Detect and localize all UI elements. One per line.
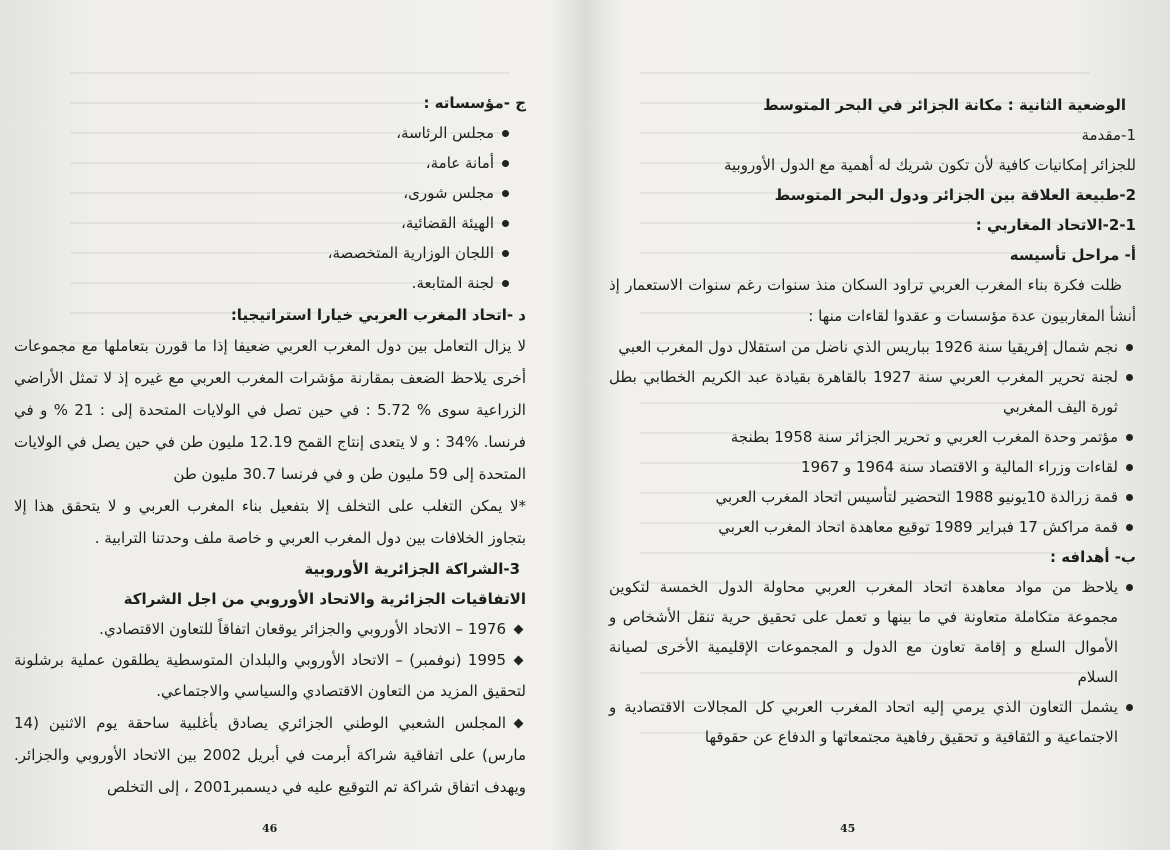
stages-list <box>609 332 1136 542</box>
list-item: لقاءات وزراء المالية و الاقتصاد سنة 1964 و 1967 <box>609 452 1136 482</box>
partnership-heading: 3-الشراكة الجزائرية الأوروبية <box>304 560 520 578</box>
agreement-item: 1976 – الاتحاد الأوروبي والجزائر يوقعان اتفاقاً للتعاون الاقتصادي. <box>14 614 526 645</box>
strategic-choice-heading: د -اتحاد المغرب العربي خيارا استراتيجيا: <box>230 306 526 324</box>
agreement-item: 1995 (نوفمبر) – الاتحاد الأوروبي والبلدان المتوسطية يطلقون عملية برشلونة لتحقيق المزيد من التعاون الاقتصادي والسياسي والاجتماعي. <box>14 651 526 700</box>
diamond-bullet-icon <box>508 654 526 668</box>
list-item: الهيئة القضائية، <box>14 208 512 238</box>
institutions-heading: ج -مؤسساته : <box>423 94 526 112</box>
goals-list <box>609 572 1136 752</box>
page-number-left: 46 <box>262 822 278 835</box>
list-item: مؤتمر وحدة المغرب العربي و تحرير الجزائر سنة 1958 بطنجة <box>609 422 1136 452</box>
diamond-bullet-icon <box>508 717 526 731</box>
stages-heading: أ- مراحل تأسيسه <box>1009 246 1136 264</box>
agreement-item: المجلس الشعبي الوطني الجزائري يصادق بأغلبية ساحقة يوم الاثنين (14 مارس) على اتفاقية شراكة أبرمت في أبريل 2002 بين الاتحاد الأوروبي والجزائر. ويهدف اتفاق شراكة تم التوقيع عليه في ديسمبر2001 ، إلى التخلص <box>14 714 526 796</box>
page-45 <box>585 0 1170 850</box>
goals-heading: ب- أهدافه : <box>1049 548 1136 566</box>
institutions-list <box>14 118 526 298</box>
strategic-choice-paragraph: لا يزال التعامل بين دول المغرب العربي ضعيفا إذا ما قورن بتعاملها مع مجموعات أخرى يلاحظ الضعف بمقارنة مؤشرات المغرب العربي مع غيره إذ لا تمثل الأراضي الزراعية سوى % 5.72 : في حين تصل في الولايات المتحدة إلى : 21 % و في فرنسا. %34 : و لا يتعدى إنتاج القمح 12.19 مليون طن في حين يصل في الولايات المتحدة إلى 59 مليون طن و في فرنسا 30.7 مليون طن <box>14 337 526 483</box>
list-item: اللجان الوزارية المتخصصة، <box>14 238 512 268</box>
page-number-right: 45 <box>840 822 856 835</box>
list-item: مجلس شورى، <box>14 178 512 208</box>
strategic-choice-note: *لا يمكن التغلب على التخلف إلا بتفعيل بناء المغرب العربي و لا يتحقق هذا إلا بتجاوز الخلافات بين دول المغرب العربي و خاصة ملف وحدتنا الترابية . <box>14 497 526 547</box>
relation-heading: 2-طبيعة العلاقة بين الجزائر ودول البحر المتوسط <box>774 186 1136 204</box>
diamond-bullet-icon <box>508 623 526 637</box>
list-item: أمانة عامة، <box>14 148 512 178</box>
list-item: مجلس الرئاسة، <box>14 118 512 148</box>
list-item: قمة زرالدة 10يونيو 1988 التحضير لتأسيس اتحاد المغرب العربي <box>609 482 1136 512</box>
list-item: نجم شمال إفريقيا سنة 1926 بباريس الذي ناضل من استقلال دول المغرب العبي <box>609 332 1136 362</box>
situation-title: الوضعية الثانية : مكانة الجزائر في البحر المتوسط <box>763 96 1126 114</box>
page-46 <box>0 0 540 850</box>
agreements-heading: الاتفاقيات الجزائرية والاتحاد الأوروبي من اجل الشراكة <box>123 590 526 608</box>
list-item: لجنة تحرير المغرب العربي سنة 1927 بالقاهرة بقيادة عبد الكريم الخطابي بطل ثورة اليف المغربي <box>609 362 1136 422</box>
list-item: لجنة المتابعة. <box>14 268 512 298</box>
union-heading: 2-1-الاتحاد المغاربي : <box>975 216 1136 234</box>
list-item: قمة مراكش 17 فبراير 1989 توقيع معاهدة اتحاد المغرب العربي <box>609 512 1136 542</box>
intro-text: للجزائر إمكانيات كافية لأن تكون شريك له أهمية مع الدول الأوروبية <box>723 156 1136 174</box>
list-item: يشمل التعاون الذي يرمي إليه اتحاد المغرب العربي كل المجالات الاقتصادية و الاجتماعية و الثقافية و تحقيق رفاهية مجتمعاتها و الدفاع عن حقوقها <box>609 692 1136 752</box>
intro-heading: 1-مقدمة <box>1081 126 1136 144</box>
stages-paragraph: ظلت فكرة بناء المغرب العربي تراود السكان منذ سنوات رغم سنوات الاستعمار إذ أنشأ المغاربيون عدة مؤسسات و عقدوا لقاءات منها : <box>609 276 1136 325</box>
list-item: يلاحظ من مواد معاهدة اتحاد المغرب العربي محاولة الدول الخمسة لتكوين مجموعة متكاملة متعاونة في ما بينها و تعمل على تحقيق حرية تنقل الأشخاص و الأموال السلع و إقامة تعاون مع الدول و المجموعات الإقليمية الأخرى لصيانة السلام <box>609 572 1136 692</box>
